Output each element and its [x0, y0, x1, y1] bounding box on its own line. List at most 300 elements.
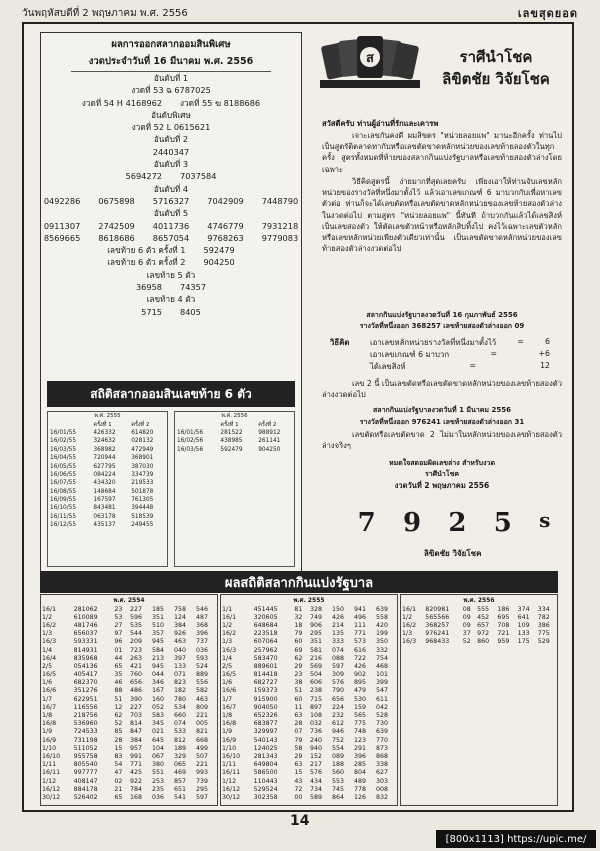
lottery-cell: 65	[114, 793, 123, 801]
lottery-cell: 63	[294, 761, 303, 769]
lottery-cell: 189	[173, 744, 187, 752]
lottery-cell: 593331	[73, 638, 98, 646]
prize-cell: 8569665	[43, 232, 81, 243]
lottery-cell: 81	[294, 605, 303, 613]
lottery-cell: 749	[310, 613, 323, 621]
lottery-cell: 374	[517, 605, 530, 613]
lottery-cell: 510	[152, 621, 165, 629]
lottery-row	[41, 769, 217, 777]
lottery-cell: 01	[114, 646, 123, 654]
prize-cell: 592479	[203, 245, 235, 256]
calc-cell: =	[490, 349, 498, 358]
lottery-cell: 123	[353, 736, 367, 744]
lottery-cell: 593	[195, 654, 208, 662]
lottery-cell: 60	[294, 638, 303, 646]
lottery-cell: 21	[114, 785, 123, 793]
lottery-cell: 12	[114, 703, 123, 711]
lottery-cell: 396	[353, 752, 367, 760]
lottery-cell: 16/3	[42, 638, 57, 646]
prize-cell: อันดับที่ 5	[153, 208, 189, 219]
lottery-cell: 199	[375, 630, 388, 638]
prize-line	[41, 146, 301, 158]
lottery-cell: 884178	[73, 785, 98, 793]
lottery-cell: 29	[294, 662, 303, 670]
lottery-cell: 784	[130, 785, 143, 793]
lottery-cell: 611	[375, 695, 388, 703]
lottery-cell: 451445	[253, 605, 278, 613]
lottery-cell: 83	[114, 752, 123, 760]
lottery-cell: 1/1	[222, 605, 233, 613]
intro-paragraph: เจาะเลขกันคงดี ผมสิขตร "หน่วยลอยแพ" มานะอีกครั้ง ท่านไปเป็นสูตรัติตลาดทากับหรือเลขตัดขาดหลักหน่วยของเลขท้ายลองตัวในทุกครั้ง สูตรทั้งหมดที่ท้ายของสลากกินแบ่งรัฐบาลหรือเลขท้ายสองตัวล่างโดยเฉพาะ	[322, 131, 562, 174]
lottery-cell: 997777	[73, 769, 98, 777]
lottery-cell: 511052	[73, 744, 98, 752]
lottery-cell: 30/12	[222, 793, 241, 801]
lottery-row	[221, 769, 397, 777]
lottery-cell: 044	[152, 671, 165, 679]
stat-row	[48, 454, 167, 462]
prize-cell: 4011736	[152, 220, 190, 231]
lottery-row	[221, 654, 397, 662]
stat-sub-cell: ครั้งที่ 2	[258, 421, 277, 428]
stat-cell: 387030	[131, 463, 154, 470]
lottery-cell: 16/5	[42, 671, 57, 679]
lottery-cell: 745	[332, 785, 345, 793]
lottery-cell: 399	[375, 679, 388, 687]
lottery-cell: 167	[152, 687, 165, 695]
lottery-cell: 168	[130, 793, 143, 801]
lottery-cell: 16/6	[222, 687, 237, 695]
column-title	[426, 46, 566, 90]
lottery-row	[221, 679, 397, 687]
lottery-cell: 736	[310, 728, 323, 736]
lottery-cell: 576	[332, 679, 345, 687]
lottery-cell: 533	[173, 728, 187, 736]
stat-table-2556	[174, 411, 295, 567]
lottery-cell: 152	[310, 752, 323, 760]
calc-cell: 12	[540, 361, 550, 370]
lottery-cell: 309	[332, 671, 345, 679]
lottery-cell: 1/7	[222, 695, 233, 703]
calc-cell: =	[517, 337, 524, 346]
page-number: 14	[290, 813, 310, 829]
lottery-cell: 723	[130, 646, 143, 654]
stat-cell: 16/04/55	[50, 455, 77, 462]
lottery-cell: 565	[353, 712, 367, 720]
greeting: สวัสดีครับ ท่านผู้อ่านที่รักและเคารพ	[322, 119, 439, 128]
lottery-cell: 16/8	[222, 720, 237, 728]
lucky-digits	[344, 508, 564, 538]
lottery-cell: 652326	[253, 712, 278, 720]
lottery-cell: 040	[173, 646, 187, 654]
lucky-digit: 7	[357, 508, 376, 538]
lottery-row	[221, 711, 397, 719]
stat-cell: 281522	[220, 429, 243, 436]
stat-sub-cell: ครั้งที่ 2	[131, 421, 150, 428]
lottery-cell: 805540	[73, 761, 98, 769]
prize-cell: 9768263	[207, 232, 244, 243]
lottery-cell: 479	[353, 687, 367, 695]
lottery-cell: 16/11	[222, 769, 241, 777]
lottery-cell: 303	[375, 777, 388, 785]
lottery-cell: 651	[173, 785, 187, 793]
lottery-cell: 133	[517, 630, 530, 638]
lottery-cell: 955758	[73, 752, 98, 760]
lottery-cell: 133	[173, 662, 187, 670]
lottery-cell: 213	[152, 654, 165, 662]
page-frame	[22, 22, 574, 812]
lottery-row	[401, 613, 557, 621]
stat-cell: 368901	[131, 455, 154, 462]
lucky-digit: 5	[493, 508, 512, 538]
lottery-cell: 556	[195, 679, 208, 687]
prize-cell: อันดับที่ 2	[153, 134, 189, 145]
lottery-row	[221, 638, 397, 646]
lottery-cell: 65	[114, 662, 123, 670]
lottery-cell: 69	[294, 646, 303, 654]
prize-cell: เลขท้าย 5 ตัว	[146, 269, 196, 280]
lottery-cell: 526402	[73, 793, 98, 801]
prize-line	[41, 133, 301, 145]
lottery-cell: 27	[114, 621, 123, 629]
lottery-cell: 16/4	[42, 654, 57, 662]
lottery-cell: 101	[375, 671, 388, 679]
lottery-row	[221, 761, 397, 769]
lottery-cell: 368	[195, 621, 208, 629]
lottery-cell: 116556	[73, 703, 98, 711]
lottery-cell: 175	[517, 638, 530, 646]
lottery-cell: 1/3	[402, 630, 413, 638]
lottery-cell: 257962	[253, 646, 278, 654]
stat-cell: 16/05/55	[50, 463, 77, 470]
lottery-cell: 922	[130, 777, 143, 785]
lottery-cell: 16/10	[42, 752, 61, 760]
lottery-year-row	[221, 595, 397, 605]
stat-cell: 501878	[131, 488, 154, 495]
stat-cell: 167597	[93, 497, 116, 504]
stat-row	[175, 437, 294, 445]
lottery-cell: 16/2	[42, 621, 57, 629]
lottery-cell: 088	[332, 654, 345, 662]
lottery-row	[41, 646, 217, 654]
lottery-cell: 23	[114, 605, 123, 613]
prediction-heading-2: ราศีนำโชค	[424, 470, 460, 478]
lottery-cell: 752	[332, 736, 345, 744]
lottery-cell: 302358	[253, 793, 278, 801]
stat-table-2555	[47, 411, 168, 567]
lottery-cell: 15	[114, 744, 123, 752]
lottery-cell: 832	[375, 793, 388, 801]
lottery-row	[401, 605, 557, 613]
lottery-cell: 332	[375, 646, 388, 654]
lottery-cell: 645	[152, 736, 165, 744]
lottery-row	[221, 646, 397, 654]
lottery-cell: 052	[152, 703, 165, 711]
stat-cell: 518539	[131, 513, 154, 520]
lottery-cell: 775	[537, 630, 550, 638]
lottery-cell: 895	[353, 679, 367, 687]
lottery-cell: 873	[375, 744, 388, 752]
image-watermark[interactable]: [800x1113] https://upic.me/	[436, 830, 596, 848]
lottery-year-label: พ.ศ. 2555	[293, 597, 325, 604]
prize-cell: อันดับพิเศษ	[151, 109, 191, 120]
lottery-cell: 1/8	[42, 712, 53, 720]
lottery-cell: 504	[310, 671, 323, 679]
prize-cell: 7042909	[207, 195, 244, 206]
lottery-cell: 227	[130, 605, 143, 613]
lottery-cell: 135	[332, 630, 345, 638]
gsb-draw-date: งวดประจำวันที่ 16 มีนาคม พ.ศ. 2556	[71, 54, 271, 72]
lottery-cell: 641	[517, 613, 530, 621]
lottery-cell: 528	[375, 712, 388, 720]
logo-letter: ส	[366, 51, 374, 66]
prize-cell: เลขท้าย 6 ตัว ครั้งที่ 1	[107, 245, 186, 256]
lottery-cell: 16/9	[42, 736, 57, 744]
gsb-results-box	[40, 32, 302, 572]
lottery-cell: 926	[173, 630, 187, 638]
lottery-row	[41, 736, 217, 744]
stat-row	[48, 496, 167, 504]
example2-note: เลขตัดหรือเลขตัดขาด 2 ไม่มาในหลักหน่วยของเลขท้ายสองตัวล่างจริงๆ	[322, 430, 562, 451]
prize-line	[41, 281, 301, 293]
stat-cell: 16/06/55	[50, 471, 77, 478]
lottery-cell: 104	[152, 744, 165, 752]
prize-cell: 74357	[180, 282, 207, 293]
lottery-row	[41, 720, 217, 728]
stat-cell: 16/03/55	[50, 446, 77, 453]
lottery-row	[41, 761, 217, 769]
lottery-cell: 583	[152, 712, 165, 720]
prize-cell: 5694272	[125, 171, 162, 182]
gsb-stat-tables	[47, 411, 295, 567]
prize-line	[41, 269, 301, 281]
lottery-cell: 281062	[73, 605, 98, 613]
lottery-year-row	[401, 595, 557, 605]
lottery-cell: 809	[195, 703, 208, 711]
example2-result: รางวัลที่หนึ่งออก 976241 เลขท้ายสองตัวล่างออก 31	[359, 418, 525, 426]
lottery-cell: 586500	[253, 769, 278, 777]
stat-cell: 063178	[93, 513, 116, 520]
lottery-cell: 584	[152, 646, 165, 654]
stat-row	[48, 513, 167, 521]
prize-lines	[41, 72, 301, 318]
lottery-cell: 380	[152, 761, 165, 769]
stat-row	[48, 462, 167, 470]
lottery-cell: 345	[152, 720, 165, 728]
author-signature: ลิขิตชัย วิจัยโชค	[424, 549, 482, 558]
lottery-cell: 036	[152, 793, 165, 801]
lottery-cell: 847	[130, 728, 143, 736]
lottery-cell: 906	[310, 621, 323, 629]
lottery-cell: 582	[195, 687, 208, 695]
lottery-cell: 328	[310, 605, 323, 613]
stat-row	[48, 504, 167, 512]
lottery-cell: 16/6	[42, 687, 57, 695]
lottery-cell: 384	[173, 621, 187, 629]
lottery-cell: 748	[353, 728, 367, 736]
stat-row	[175, 429, 294, 437]
lottery-cell: 425	[130, 769, 143, 777]
lottery-cell: 754	[375, 654, 388, 662]
lottery-cell: 1/6	[42, 679, 53, 687]
lottery-cell: 1/2	[42, 613, 53, 621]
stat-cell: 16/11/55	[50, 513, 77, 520]
lottery-cell: 1/3	[222, 638, 233, 646]
example1-heading: สลากกินแบ่งรัฐบาลงวดวันที่ 16 กุมภาพันธ์ 2556	[366, 311, 518, 319]
lottery-cell: 384	[130, 736, 143, 744]
prize-line	[41, 232, 301, 244]
lottery-cell: 426	[353, 662, 367, 670]
lottery-cell: 758	[173, 605, 187, 613]
lottery-row	[41, 613, 217, 621]
lottery-cell: 253	[152, 777, 165, 785]
lucky-digit: 9	[402, 508, 422, 538]
lottery-cell: 864	[332, 793, 345, 801]
lottery-cell: 821	[195, 728, 208, 736]
lottery-row	[221, 736, 397, 744]
lottery-cell: 529524	[253, 785, 278, 793]
lottery-cell: 88	[114, 687, 123, 695]
lottery-cell: 16/7	[222, 703, 237, 711]
prize-cell: งวดที่ 53 ฉ 6787025	[131, 85, 211, 96]
lottery-cell: 16/5	[222, 671, 237, 679]
lottery-row	[401, 621, 557, 629]
lottery-cell: 583470	[253, 654, 278, 662]
lottery-cell: 320605	[253, 613, 278, 621]
lottery-cell: 074	[332, 646, 345, 654]
lottery-cell: 596	[130, 613, 143, 621]
gov-lottery-stat-title: ผลสถิติสลากกินแบ่งรัฐบาล	[40, 571, 558, 593]
prediction-date: งวดวันที่ 2 พฤษภาคม 2556	[394, 481, 490, 490]
lottery-cell: 16/7	[42, 703, 57, 711]
lottery-cell: 021	[152, 728, 165, 736]
lottery-row	[41, 638, 217, 646]
stat-sub-cell: ครั้งที่ 1	[220, 421, 239, 428]
lottery-row	[41, 777, 217, 785]
stat-cell: 324632	[93, 438, 116, 445]
lottery-cell: 46	[114, 679, 123, 687]
lottery-cell: 814418	[253, 671, 278, 679]
stat-sub-cell	[175, 420, 218, 428]
lottery-cell: 217	[310, 761, 323, 769]
lottery-cell: 036	[195, 646, 208, 654]
stat-cell: 720944	[93, 455, 116, 462]
lottery-cell: 737	[195, 638, 208, 646]
prize-line	[41, 293, 301, 305]
lottery-cell: 627	[375, 769, 388, 777]
stat-cell: 592479	[220, 446, 243, 453]
lottery-cell: 47	[114, 769, 123, 777]
lottery-cell: 02	[114, 777, 123, 785]
lottery-cell: 546	[195, 605, 208, 613]
stat-cell: 16/02/55	[50, 438, 77, 445]
lottery-cell: 209	[130, 638, 143, 646]
calc-cell: +6	[538, 349, 550, 358]
lottery-cell: 1/11	[222, 761, 237, 769]
prize-line	[41, 109, 301, 121]
lottery-cell: 53	[114, 613, 123, 621]
prize-line	[41, 121, 301, 133]
lottery-cell: 186	[497, 605, 510, 613]
stat-cell: 148684	[93, 488, 116, 495]
prize-cell: 7931218	[261, 220, 299, 231]
lottery-row	[41, 662, 217, 670]
lottery-cell: 780	[173, 695, 187, 703]
lottery-row	[41, 785, 217, 793]
lottery-cell: 16/12	[222, 785, 241, 793]
lottery-cell: 221	[195, 761, 208, 769]
lottery-cell: 820981	[425, 605, 450, 613]
lottery-cell: 463	[173, 638, 187, 646]
lottery-cell: 452	[477, 613, 490, 621]
stat-row	[48, 521, 167, 529]
lottery-cell: 51	[114, 695, 123, 703]
lottery-year-label: พ.ศ. 2556	[463, 597, 495, 604]
column-title-line1: ราศีนำโชค	[459, 48, 533, 66]
lottery-cell: 426	[332, 613, 345, 621]
lottery-row	[221, 621, 397, 629]
lottery-cell: 124025	[253, 744, 278, 752]
lottery-row	[401, 638, 557, 646]
prize-line	[41, 207, 301, 219]
lottery-table-2555	[220, 594, 398, 806]
stat-row	[48, 446, 167, 454]
stat-cell: 16/03/56	[177, 446, 204, 453]
lottery-cell: 16/3	[402, 638, 417, 646]
stat-cell: 472949	[131, 446, 154, 453]
lottery-row	[221, 703, 397, 711]
prize-cell: 5716327	[152, 195, 190, 206]
lottery-cell: 159	[353, 703, 367, 711]
lottery-table-2556	[400, 594, 558, 806]
issue-date: วันพฤหัสบดีที่ 2 พฤษภาคม พ.ศ. 2556	[22, 7, 188, 19]
lucky-column	[314, 28, 570, 566]
calc-cell: เอาเลขเกณฑ์ 6 มาบวก	[370, 350, 450, 359]
example1-result: รางวัลที่หนึ่งออก 368257 เลขท้ายสองตัวล่างออก 09	[359, 322, 525, 330]
lottery-cell: 396	[195, 630, 208, 638]
lottery-cell: 835968	[73, 654, 98, 662]
lottery-cell: 790	[332, 687, 345, 695]
lottery-cell: 09	[462, 621, 471, 629]
lottery-cell: 285	[353, 761, 367, 769]
prize-cell: 2440347	[152, 146, 190, 157]
column-title-line2: ลิขิตชัย วิจัยโชค	[442, 70, 550, 88]
lottery-cell: 496	[353, 613, 367, 621]
lottery-cell: 329997	[253, 728, 278, 736]
stat-cell: 614820	[131, 429, 154, 436]
lottery-cell: 408147	[73, 777, 98, 785]
stat-cell: 084224	[93, 471, 116, 478]
lottery-cell: 126	[353, 793, 367, 801]
lottery-cell: 606	[310, 679, 323, 687]
lottery-cell: 329	[173, 752, 187, 760]
stat-cell: 261141	[258, 438, 281, 445]
lottery-cell: 536960	[73, 720, 98, 728]
prize-cell: อันดับที่ 3	[153, 159, 189, 170]
calc-line	[370, 361, 550, 373]
lottery-row	[221, 630, 397, 638]
lottery-row	[401, 630, 557, 638]
lottery-cell: 334	[537, 605, 550, 613]
prize-cell: งวดที่ 54 H 4168962	[81, 97, 163, 108]
lottery-cell: 62	[114, 712, 123, 720]
lottery-cell: 734	[310, 785, 323, 793]
lottery-cell: 032	[310, 720, 323, 728]
stat-row	[48, 429, 167, 437]
lottery-cell: 29	[294, 752, 303, 760]
gsb-results-title: ผลการออกสลากออมสินพิเศษ	[111, 39, 231, 50]
lottery-row	[41, 679, 217, 687]
lottery-cell: 235	[152, 785, 165, 793]
